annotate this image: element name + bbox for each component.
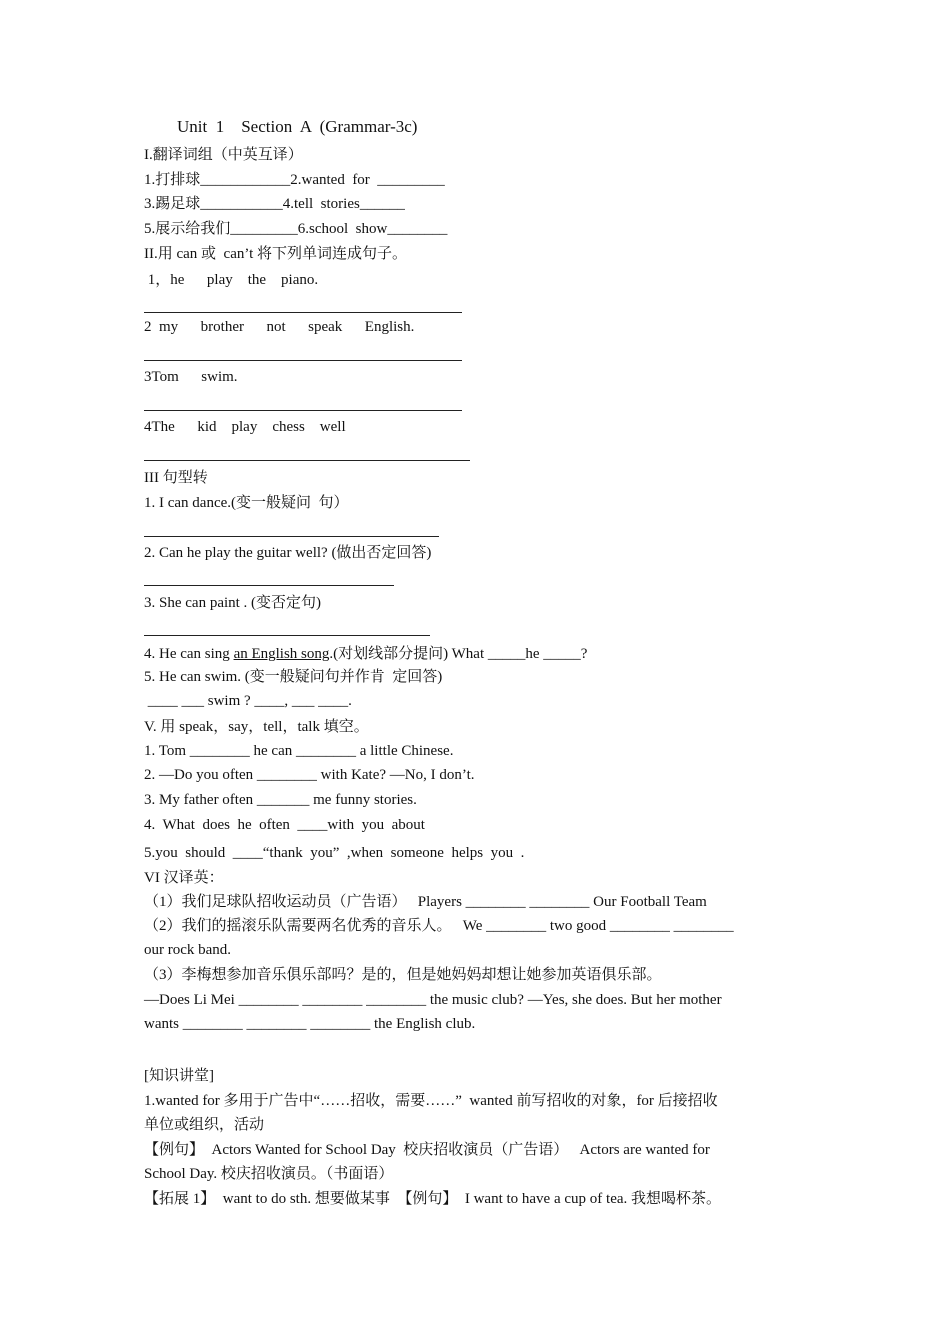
knowledge-heading: [知识讲堂] bbox=[144, 1068, 214, 1084]
knowledge-line-2: 单位或组织，活动 bbox=[144, 1117, 265, 1133]
section-heading-can: II.用 can 或 can’t 将下列单词连成句子。 bbox=[144, 246, 408, 262]
c2e-line-1: （1）我们足球队招收运动员（广告语） Players ________ ________ Our Football Team bbox=[144, 894, 707, 910]
c2e-line-4: （3）李梅想参加音乐俱乐部吗？是的，但是她妈妈却想让她参加英语俱乐部。 bbox=[144, 967, 662, 983]
answer-line bbox=[144, 410, 462, 411]
transform-item-3: 3. She can paint . (变否定句) bbox=[144, 595, 322, 611]
page-title: Unit 1 Section A (Grammar-3c) bbox=[177, 117, 418, 136]
word-list-2: 2 my brother not speak English. bbox=[144, 319, 415, 335]
c2e-line-2: （2）我们的摇滚乐队需要两名优秀的音乐人。 We ________ two good ________ ________ bbox=[144, 918, 734, 934]
answer-line bbox=[144, 585, 394, 586]
section-heading-fill: V. 用 speak，say，tell，talk 填空。 bbox=[144, 719, 369, 735]
answer-line bbox=[144, 360, 462, 361]
knowledge-line-1: 1.wanted for 多用于广告中“……招收，需要……” wanted 前写招收的对象，for 后接招收 bbox=[144, 1093, 718, 1109]
answer-line bbox=[144, 635, 430, 636]
fill-item-5: 5.you should ____“thank you” ,when someone helps you . bbox=[144, 845, 525, 861]
fill-item-3: 3. My father often _______ me funny stories. bbox=[144, 792, 417, 808]
transform-item-4 bbox=[144, 644, 587, 664]
c2e-line-3: our rock band. bbox=[144, 942, 232, 958]
fill-item-2: 2. —Do you often ________ with Kate? —No, I don’t. bbox=[144, 767, 475, 783]
knowledge-line-3: 【例句】 Actors Wanted for School Day 校庆招收演员（广告语） Actors are wanted for bbox=[144, 1142, 710, 1158]
c2e-line-6: wants ________ ________ ________ the English club. bbox=[144, 1016, 476, 1032]
word-list-3: 3Tom swim. bbox=[144, 369, 238, 385]
fill-item-1: 1. Tom ________ he can ________ a little Chinese. bbox=[144, 743, 454, 759]
section-heading-transform: III 句型转 bbox=[144, 470, 208, 486]
word-list-4: 4The kid play chess well bbox=[144, 419, 346, 435]
answer-line bbox=[144, 312, 462, 313]
knowledge-line-4: School Day. 校庆招收演员。（书面语） bbox=[144, 1166, 394, 1182]
phrase-row-2: 3.踢足球___________4.tell stories______ bbox=[144, 196, 405, 212]
word-list-1: 1，he play the piano. bbox=[144, 272, 319, 288]
transform-item-5-blanks: ____ ___ swim ? ____, ___ ____. bbox=[144, 693, 352, 709]
phrase-row-1: 1.打排球____________2.wanted for _________ bbox=[144, 172, 445, 188]
transform-item-2: 2. Can he play the guitar well? (做出否定回答) bbox=[144, 545, 432, 561]
transform-item-1: 1. I can dance.(变一般疑问 句） bbox=[144, 495, 349, 511]
q4-prefix: 4. He can sing bbox=[144, 646, 234, 662]
phrase-row-3: 5.展示给我们_________6.school show________ bbox=[144, 221, 448, 237]
transform-item-5: 5. He can swim. (变一般疑问句并作肯 定回答) bbox=[144, 669, 443, 685]
c2e-line-5: —Does Li Mei ________ ________ ________ the music club? —Yes, she does. But her mother bbox=[144, 992, 722, 1008]
answer-line bbox=[144, 460, 470, 461]
section-heading-c2e: VI 汉译英： bbox=[144, 870, 224, 886]
answer-line bbox=[144, 536, 439, 537]
q4-underlined-phrase: an English song bbox=[233, 646, 330, 662]
q4-suffix: .(对划线部分提问) What _____he _____? bbox=[329, 646, 588, 662]
knowledge-line-5: 【拓展 1】 want to do sth. 想要做某事 【例句】 I want to have a cup of tea. 我想喝杯茶。 bbox=[144, 1191, 722, 1207]
fill-item-4: 4. What does he often ____with you about bbox=[144, 817, 425, 833]
section-heading-translate: I.翻译词组（中英互译） bbox=[144, 147, 303, 163]
